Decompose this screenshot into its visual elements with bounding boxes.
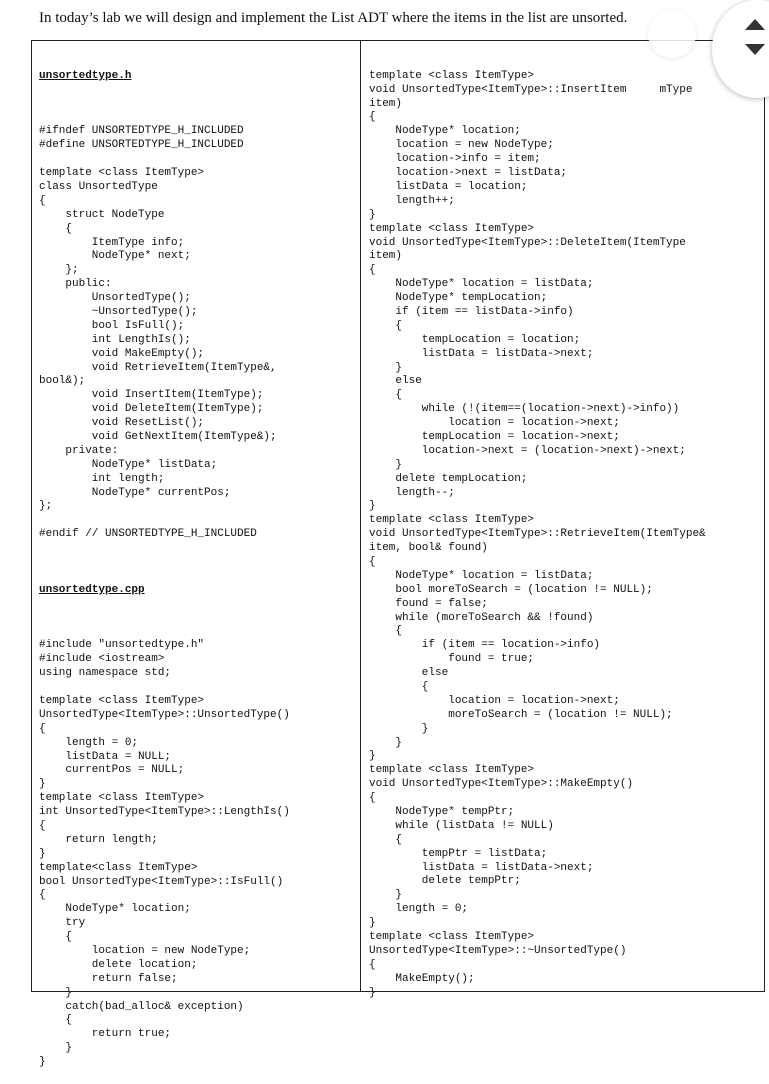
code-line: length = 0;	[369, 903, 469, 916]
code-line: location->next = listData;	[369, 167, 568, 180]
code-line: NodeType* next;	[39, 250, 191, 263]
code-line: private:	[39, 444, 119, 457]
code-line: else	[369, 667, 449, 680]
code-line: NodeType* currentPos;	[39, 486, 231, 499]
code-line: while (listData != NULL)	[369, 819, 554, 832]
code-line: currentPos = NULL;	[39, 764, 185, 777]
code-line: tempLocation = location;	[369, 333, 581, 346]
right-code-block	[369, 70, 706, 1001]
code-line: {	[39, 194, 46, 207]
code-line: }	[369, 986, 376, 999]
code-line: location = new NodeType;	[369, 139, 554, 152]
code-line: }	[369, 722, 429, 735]
code-line: template<class ItemType>	[39, 861, 198, 874]
intro-text: In today’s lab we will design and implement the List ADT where the items in the list are unsorted.	[39, 10, 628, 26]
code-line: #endif // UNSORTEDTYPE_H_INCLUDED	[39, 528, 257, 541]
code-line: }	[369, 361, 403, 374]
code-line: NodeType* listData;	[39, 458, 218, 471]
code-line: {	[369, 111, 376, 124]
code-line: UnsortedType<ItemType>::~UnsortedType()	[369, 944, 627, 957]
code-line: delete tempLocation;	[369, 472, 528, 485]
code-line: ~UnsortedType();	[39, 305, 198, 318]
code-line: }	[39, 1056, 46, 1069]
code-line: MakeEmpty();	[369, 972, 475, 985]
code-line: bool moreToSearch = (location != NULL);	[369, 583, 653, 596]
code-line: NodeType* location = listData;	[369, 569, 594, 582]
code-line: listData = NULL;	[39, 750, 172, 763]
header-file-title: unsortedtype.h	[39, 69, 132, 82]
code-line: {	[369, 319, 403, 332]
code-line: template <class ItemType>	[369, 514, 535, 527]
code-line: void UnsortedType<ItemType>::RetrieveItem(ItemType&	[369, 528, 706, 541]
code-line: length--;	[369, 486, 455, 499]
cpp-file-title: unsortedtype.cpp	[39, 583, 145, 596]
code-line: int UnsortedType<ItemType>::LengthIs()	[39, 806, 290, 819]
code-line: bool UnsortedType<ItemType>::IsFull()	[39, 875, 284, 888]
code-line: catch(bad_alloc& exception)	[39, 1000, 244, 1013]
code-line	[39, 626, 290, 640]
code-line: {	[369, 958, 376, 971]
code-line: location = location->next;	[369, 417, 620, 430]
code-line: {	[39, 222, 73, 235]
code-line: public:	[39, 278, 112, 291]
code-line: template <class ItemType>	[369, 764, 535, 777]
code-line: void InsertItem(ItemType);	[39, 389, 264, 402]
code-line: }	[369, 458, 403, 471]
code-line: ItemType info;	[39, 236, 185, 249]
code-line: return length;	[39, 833, 158, 846]
column-divider	[360, 40, 361, 992]
code-line: #include "unsortedtype.h"	[39, 639, 205, 652]
code-line: length = 0;	[39, 736, 139, 749]
overlay-circle	[648, 10, 696, 58]
code-line: template <class ItemType>	[369, 69, 535, 82]
code-line: };	[39, 264, 79, 277]
code-line: listData = listData->next;	[369, 861, 594, 874]
code-line: location->info = item;	[369, 153, 541, 166]
code-line: tempPtr = listData;	[369, 847, 548, 860]
code-line: void DeleteItem(ItemType);	[39, 403, 264, 416]
code-line	[39, 153, 290, 167]
right-code-column	[369, 42, 706, 1014]
code-line: NodeType* location;	[39, 903, 191, 916]
code-line: #include <iostream>	[39, 653, 165, 666]
code-line: bool&);	[39, 375, 86, 388]
code-line: else	[369, 375, 422, 388]
chevron-down-icon[interactable]	[745, 44, 765, 55]
code-line: {	[369, 264, 376, 277]
code-line: #define UNSORTEDTYPE_H_INCLUDED	[39, 139, 244, 152]
code-line: NodeType* location;	[369, 125, 521, 138]
code-line: UnsortedType<ItemType>::UnsortedType()	[39, 708, 290, 721]
code-line: location = new NodeType;	[39, 945, 251, 958]
code-line: #ifndef UNSORTEDTYPE_H_INCLUDED	[39, 125, 244, 138]
code-line: {	[39, 1014, 73, 1027]
code-line: UnsortedType();	[39, 292, 191, 305]
code-line: NodeType* tempPtr;	[369, 806, 515, 819]
code-line: {	[369, 833, 403, 846]
code-line: void UnsortedType<ItemType>::InsertItem mType	[369, 83, 693, 96]
code-line: found = false;	[369, 597, 488, 610]
code-line: int LengthIs();	[39, 333, 191, 346]
header-code-block	[39, 112, 290, 557]
code-line: {	[369, 555, 376, 568]
code-line: }	[369, 750, 376, 763]
left-code-column	[39, 42, 290, 1084]
code-line: listData = location;	[369, 180, 528, 193]
code-line: }	[39, 847, 46, 860]
code-line	[39, 681, 290, 695]
code-line: template <class ItemType>	[369, 931, 535, 944]
code-line: listData = listData->next;	[369, 347, 594, 360]
code-line: void UnsortedType<ItemType>::DeleteItem(ItemType	[369, 236, 686, 249]
code-line: location = location->next;	[369, 694, 620, 707]
code-line: {	[369, 792, 376, 805]
code-line: if (item == location->info)	[369, 639, 601, 652]
code-line: NodeType* location = listData;	[369, 278, 594, 291]
code-line: {	[39, 889, 46, 902]
code-line: void RetrieveItem(ItemType&,	[39, 361, 277, 374]
code-line: void UnsortedType<ItemType>::MakeEmpty()	[369, 778, 634, 791]
code-line: item, bool& found)	[369, 542, 488, 555]
code-line: template <class ItemType>	[39, 167, 205, 180]
code-line: using namespace std;	[39, 667, 172, 680]
code-line: void MakeEmpty();	[39, 347, 205, 360]
code-line: {	[369, 681, 429, 693]
code-line: }	[39, 1042, 73, 1055]
code-line: return true;	[39, 1028, 172, 1041]
code-line: found = true;	[369, 653, 535, 666]
code-line: {	[369, 389, 403, 402]
code-line: moreToSearch = (location != NULL);	[369, 708, 673, 721]
chevron-up-icon[interactable]	[745, 19, 765, 30]
code-line: template <class ItemType>	[39, 792, 205, 805]
code-line: }	[39, 778, 46, 791]
code-line: }	[369, 917, 376, 930]
code-line: while (!(item==(location->next)->info))	[369, 403, 680, 416]
code-line	[39, 542, 290, 556]
code-line: }	[369, 500, 376, 513]
code-line: item)	[369, 97, 403, 110]
code-line: };	[39, 500, 53, 513]
code-line	[39, 112, 290, 126]
code-line: struct NodeType	[39, 208, 165, 221]
code-line: class UnsortedType	[39, 180, 158, 193]
code-line: delete tempPtr;	[369, 875, 521, 888]
code-line: template <class ItemType>	[369, 222, 535, 235]
code-line: }	[369, 736, 403, 749]
code-line	[39, 514, 290, 528]
code-line: int length;	[39, 472, 165, 485]
code-line: bool IsFull();	[39, 319, 185, 332]
code-line: location->next = (location->next)->next;	[369, 444, 686, 457]
code-line: try	[39, 917, 86, 930]
code-line: if (item == listData->info)	[369, 305, 574, 318]
code-line: while (moreToSearch && !found)	[369, 611, 594, 624]
code-line: }	[39, 986, 73, 999]
code-line: {	[39, 722, 46, 735]
code-line: void ResetList();	[39, 417, 205, 430]
code-line: template <class ItemType>	[39, 694, 205, 707]
code-line: item)	[369, 250, 403, 263]
cpp-code-block	[39, 626, 290, 1071]
code-line: }	[369, 889, 403, 902]
code-line: void GetNextItem(ItemType&);	[39, 431, 277, 443]
code-line: {	[369, 625, 403, 638]
code-line: {	[39, 820, 46, 832]
code-line: }	[369, 208, 376, 221]
code-line: length++;	[369, 194, 455, 207]
code-line: {	[39, 931, 73, 944]
code-line: NodeType* tempLocation;	[369, 292, 548, 305]
code-line: tempLocation = location->next;	[369, 430, 620, 443]
code-line: return false;	[39, 972, 178, 985]
code-line: delete location;	[39, 958, 198, 971]
